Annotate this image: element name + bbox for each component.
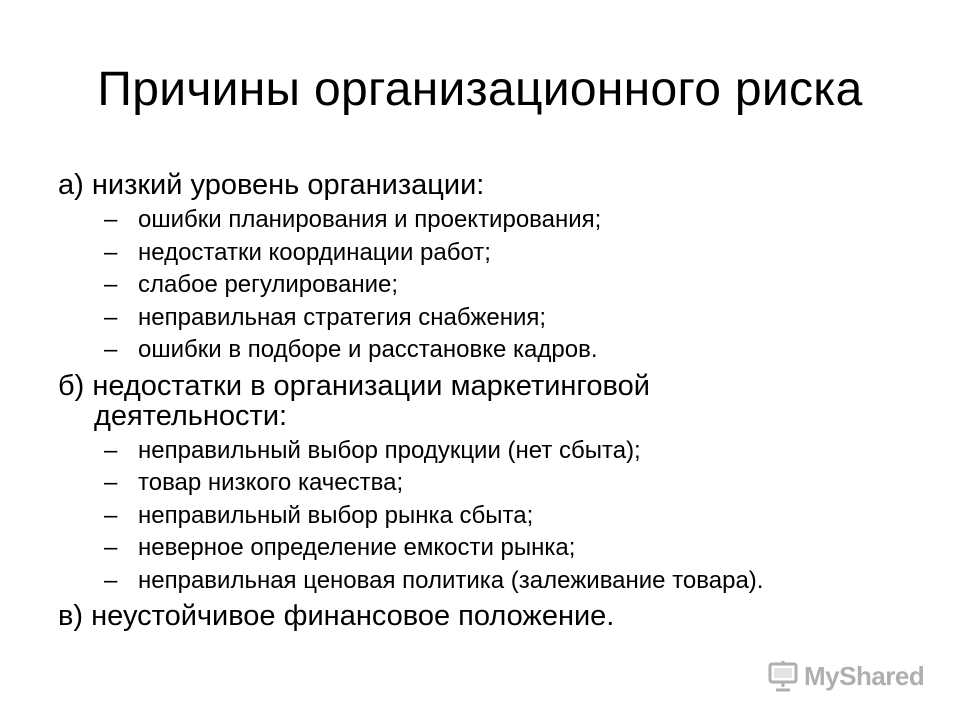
list-item-text: неправильный выбор продукции (нет сбыта); <box>138 436 641 464</box>
section-items <box>58 204 918 367</box>
dash-bullet: – <box>104 534 118 561</box>
dash-bullet: – <box>104 238 118 266</box>
dash-bullet: – <box>104 566 118 594</box>
list-item-text: неправильная стратегия снабжения; <box>138 303 547 331</box>
section-c <box>58 601 918 631</box>
section-heading <box>58 170 918 200</box>
list-item-text: неверное определение емкости рынка; <box>138 534 576 561</box>
list-item-text: неправильная ценовая политика (залеживание товара). <box>138 566 764 594</box>
section-heading <box>58 601 918 631</box>
dash-bullet: – <box>104 469 118 496</box>
list-item-text: слабое регулирование; <box>138 271 398 298</box>
myshared-watermark <box>766 656 924 696</box>
presentation-board-icon <box>766 659 800 693</box>
watermark-text: MyShared <box>804 661 925 691</box>
list-item <box>58 302 918 335</box>
dash-bullet: – <box>104 303 118 331</box>
section-heading-text: недостатки в организации маркетинговой <box>92 369 650 402</box>
section-heading-text: неустойчивое финансовое положение. <box>91 600 615 632</box>
list-item <box>58 204 918 237</box>
list-item-text: ошибки в подборе и расстановке кадров. <box>138 336 598 363</box>
list-item <box>58 500 918 533</box>
list-item-text: неправильный выбор рынка сбыта; <box>138 501 534 529</box>
dash-bullet: – <box>104 336 118 363</box>
section-items <box>58 435 918 598</box>
slide-content <box>58 170 918 635</box>
list-item-text: товар низкого качества; <box>138 469 404 496</box>
list-item <box>58 532 918 565</box>
section-marker: в) <box>58 600 84 632</box>
section-marker: б) <box>58 369 85 402</box>
list-item-text: ошибки планирования и проектирования; <box>138 206 602 233</box>
list-item-text: недостатки координации работ; <box>138 238 491 266</box>
list-item <box>58 565 918 598</box>
dash-bullet: – <box>104 271 118 298</box>
section-heading-text: низкий уровень организации: <box>91 169 485 201</box>
section-heading-continuation: деятельности: <box>94 399 288 432</box>
dash-bullet: – <box>104 501 118 529</box>
section-heading <box>58 371 918 431</box>
slide-title: Причины организационного риска <box>97 63 863 116</box>
dash-bullet: – <box>104 436 118 464</box>
section-marker: а) <box>58 169 84 201</box>
list-item <box>58 269 918 302</box>
list-item <box>58 334 918 367</box>
section-a <box>58 170 918 367</box>
list-item <box>58 435 918 468</box>
section-b <box>58 371 918 598</box>
dash-bullet: – <box>104 206 118 233</box>
list-item <box>58 237 918 270</box>
list-item <box>58 467 918 500</box>
